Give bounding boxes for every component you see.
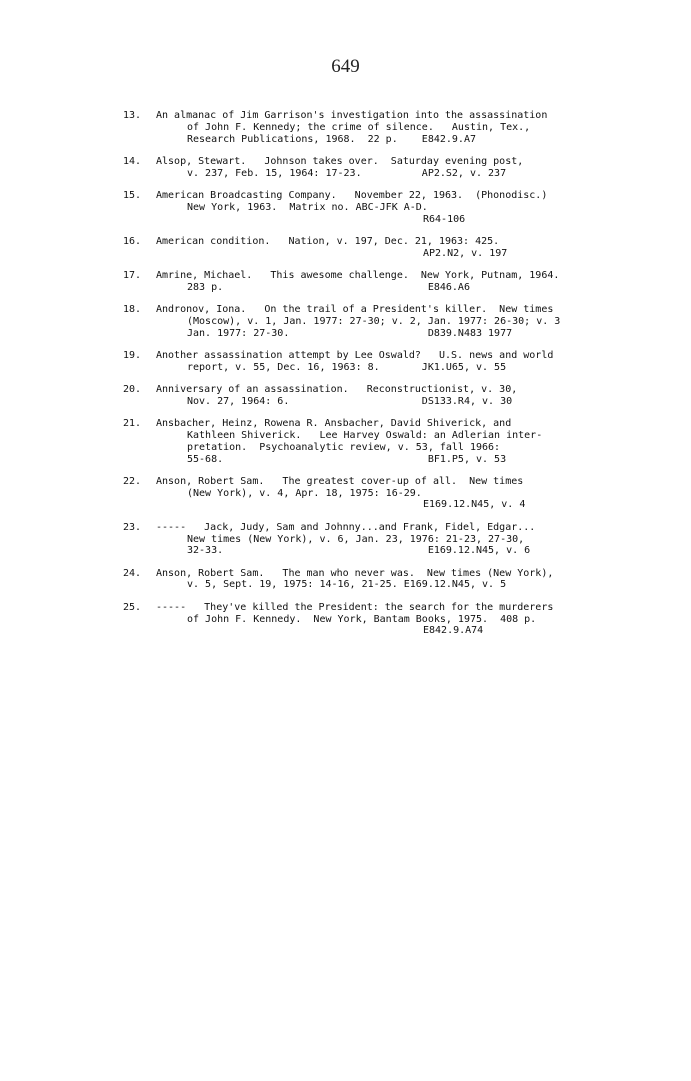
entry-number: 23. <box>123 521 142 533</box>
entry-first-line: Anson, Robert Sam. The greatest cover-up of all. New times <box>156 475 524 487</box>
entry-number: 13. <box>123 110 142 121</box>
call-number: AP2.N2, v. 197 <box>423 247 508 259</box>
entry-number: 19. <box>123 349 142 361</box>
bibliography-entry <box>123 602 573 637</box>
bibliography-entry <box>123 190 573 225</box>
entry-number: 21. <box>123 418 142 430</box>
entry-continuation-line: of John F. Kennedy; the crime of silence. Austin, Tex., <box>187 121 531 133</box>
entry-number: 15. <box>123 189 142 201</box>
entry-first-line: Another assassination attempt by Lee Oswald? U.S. news and world <box>156 349 554 361</box>
entry-first-line: Amrine, Michael. This awesome challenge. New York, Putnam, 1964. <box>156 269 560 281</box>
entry-continuation-line: New times (New York), v. 6, Jan. 23, 1976: 21-23, 27-30, <box>187 533 525 545</box>
entry-first-line: Andronov, Iona. On the trail of a President's killer. New times <box>156 304 554 316</box>
bibliography-entry <box>123 304 573 339</box>
bibliography-list <box>123 110 573 648</box>
entry-first-line: ----- Jack, Judy, Sam and Johnny...and Frank, Fidel, Edgar... <box>156 521 536 533</box>
bibliography-entry <box>123 476 573 511</box>
bibliography-entry <box>123 270 573 294</box>
entry-number: 20. <box>123 384 142 396</box>
entry-continuation-line: (Moscow), v. 1, Jan. 1977: 27-30; v. 2, Jan. 1977: 26-30; v. 3 <box>187 315 561 327</box>
entry-first-line: Anniversary of an assassination. Reconstructionist, v. 30, <box>156 384 518 396</box>
entry-continuation-line: 283 p. E846.A6 <box>187 281 470 293</box>
entry-number: 16. <box>123 235 142 247</box>
bibliography-entry <box>123 350 573 374</box>
entry-continuation-line: Jan. 1977: 27-30. D839.N483 1977 <box>187 327 513 339</box>
entry-continuation-line: Research Publications, 1968. 22 p. E842.9.A7 <box>187 133 476 145</box>
call-number: R64-106 <box>423 213 466 225</box>
entry-continuation-line: 32-33. E169.12.N45, v. 6 <box>187 545 531 557</box>
entry-continuation-line: v. 5, Sept. 19, 1975: 14-16, 21-25. E169.12.N45, v. 5 <box>187 579 507 591</box>
bibliography-entry <box>123 110 573 145</box>
entry-continuation-line: 55-68. BF1.P5, v. 53 <box>187 453 507 465</box>
entry-number: 22. <box>123 475 142 487</box>
entry-continuation-line: pretation. Psychoanalytic review, v. 53, fall 1966: <box>187 441 501 453</box>
entry-continuation-line: Nov. 27, 1964: 6. DS133.R4, v. 30 <box>187 395 513 407</box>
entry-continuation-line: of John F. Kennedy. New York, Bantam Books, 1975. 408 p. <box>187 613 537 625</box>
entry-first-line: Anson, Robert Sam. The man who never was. New times (New York), <box>156 567 554 579</box>
entry-number: 17. <box>123 269 142 281</box>
entry-first-line: Alsop, Stewart. Johnson takes over. Saturday evening post, <box>156 155 524 167</box>
entry-number: 25. <box>123 601 142 613</box>
bibliography-entry <box>123 522 573 557</box>
bibliography-entry <box>123 384 573 408</box>
entry-first-line: An almanac of Jim Garrison's investigation into the assassination <box>156 110 548 121</box>
entry-number: 14. <box>123 155 142 167</box>
bibliography-entry <box>123 418 573 465</box>
call-number: E169.12.N45, v. 4 <box>423 499 526 511</box>
entry-continuation-line: Kathleen Shiverick. Lee Harvey Oswald: an Adlerian inter- <box>187 429 543 441</box>
entry-first-line: American condition. Nation, v. 197, Dec. 21, 1963: 425. <box>156 235 500 247</box>
entry-number: 18. <box>123 304 142 316</box>
page-number: 649 <box>331 56 360 77</box>
entry-continuation-line: (New York), v. 4, Apr. 18, 1975: 16-29. <box>187 487 422 499</box>
bibliography-entry <box>123 236 573 260</box>
entry-continuation-line: New York, 1963. Matrix no. ABC-JFK A-D. <box>187 201 428 213</box>
bibliography-entry <box>123 568 573 592</box>
entry-continuation-line: report, v. 55, Dec. 16, 1963: 8. JK1.U65, v. 55 <box>187 361 507 373</box>
bibliography-entry <box>123 156 573 180</box>
entry-number: 24. <box>123 567 142 579</box>
call-number: E842.9.A74 <box>423 625 484 637</box>
entry-first-line: Ansbacher, Heinz, Rowena R. Ansbacher, David Shiverick, and <box>156 418 512 430</box>
entry-first-line: ----- They've killed the President: the search for the murderers <box>156 601 554 613</box>
entry-first-line: American Broadcasting Company. November 22, 1963. (Phonodisc.) <box>156 189 548 201</box>
entry-continuation-line: v. 237, Feb. 15, 1964: 17-23. AP2.S2, v. 237 <box>187 167 507 179</box>
